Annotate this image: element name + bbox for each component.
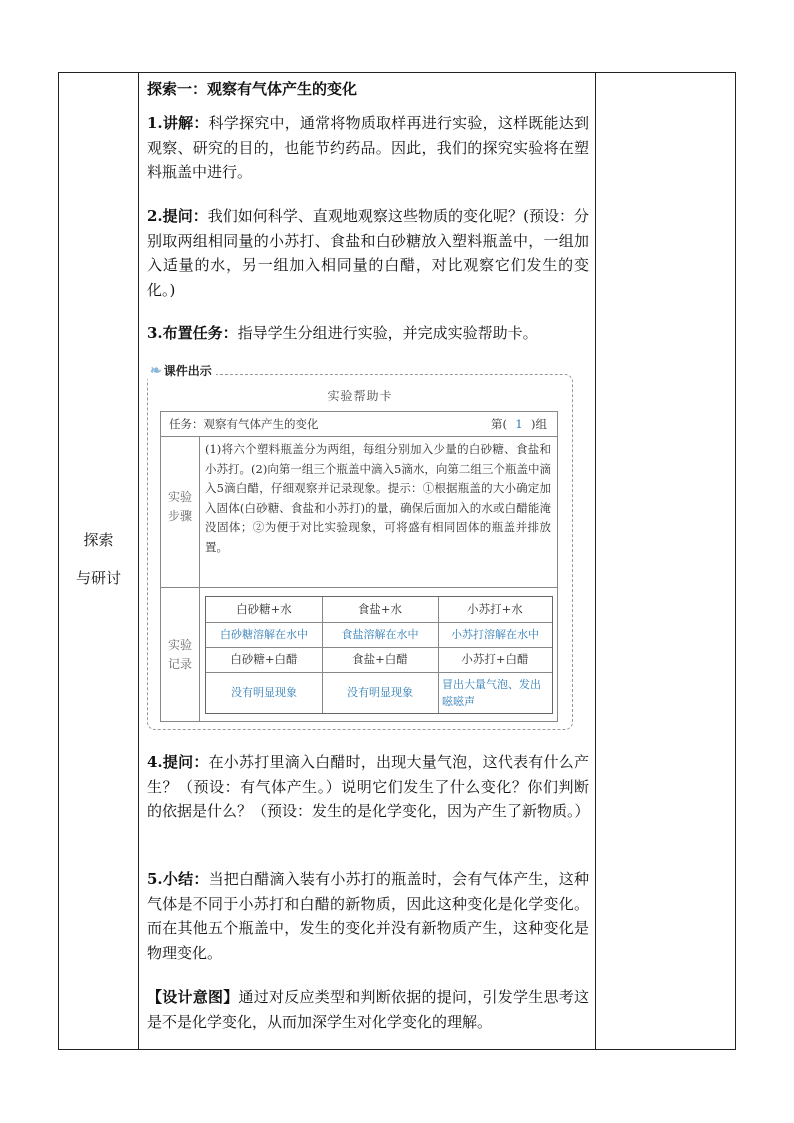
steps-label <box>161 488 199 526</box>
record-result: 食盐溶解在水中 <box>341 628 419 641</box>
records-label-line: 记录 <box>167 657 192 671</box>
paragraph-text: 在小苏打里滴入白醋时，出现大量气泡，这代表有什么产生？（预设：有气体产生。）说明它们发生了什么变化？你们判断的依据是什么？（预设：发生的是化学变化，因为产生了新物质。） <box>147 753 590 820</box>
paragraph-text: 我们如何科学、直观地观察这些物质的变化呢？(预设：分别取两组相同量的小苏打、食盐和白砂糖放入塑料瓶盖中，一组加入适量的水，另一组加入相同量的白醋，对比观察它们发生的变化。) <box>147 207 589 299</box>
group-prefix: 第( <box>491 417 507 431</box>
record-result: 小苏打溶解在水中 <box>451 628 539 641</box>
steps-text: (1)将六个塑料瓶盖分为两组，每组分别加入少量的白砂糖、食盐和小苏打。(2)向第一组三个瓶盖中滴入5滴水，向第二组三个瓶盖中滴入5滴白醋，仔细观察并记录现象。提示：①根据瓶盖的大小确定加入固体(白砂糖、食盐和小苏打)的量，确保后面加入的水或白醋能淹没固体；②为便于对比实验现象，可将盛有相同固体的瓶盖并排放置。 <box>205 442 551 554</box>
task-text: 任务：观察有气体产生的变化 <box>169 417 319 431</box>
paragraph-label: 5.小结： <box>147 870 209 888</box>
paragraph-question <box>147 204 589 302</box>
paragraph-label: 2.提问： <box>147 207 208 225</box>
courseware-tag <box>148 362 216 380</box>
section-label-line: 与研讨 <box>75 569 121 587</box>
record-result: 没有明显现象 <box>231 686 297 699</box>
column-divider <box>138 73 139 1049</box>
paragraph-text: 科学探究中，通常将物质取样再进行实验，这样既能达到观察、研究的目的，也能节约药品。因此，我们的探究实验将在塑料瓶盖中进行。 <box>147 114 589 181</box>
paragraph-text: 通过对反应类型和判断依据的提问，引发学生思考这是不是化学变化，从而加深学生对化学变化的理解。 <box>147 988 589 1031</box>
paragraph-label: 4.提问： <box>147 753 209 771</box>
section-label <box>59 521 138 597</box>
paragraph-explain <box>147 111 589 185</box>
paragraph-question-2 <box>147 750 589 824</box>
record-header: 食盐+白醋 <box>352 652 408 666</box>
card-divider <box>199 436 200 721</box>
group-num: 1 <box>515 417 523 431</box>
record-result: 没有明显现象 <box>347 686 413 699</box>
paragraph-text: 当把白醋滴入装有小苏打的瓶盖时，会有气体产生，这种气体是不同于小苏打和白醋的新物质，因此这种变化是化学变化。而在其他五个瓶盖中，发生的变化并没有新物质产生，这种变化是物理变化。 <box>147 870 589 962</box>
records-label <box>161 636 199 674</box>
leaf-icon: ❧ <box>150 363 162 379</box>
paragraph-task <box>147 321 589 346</box>
record-header: 白砂糖+白醋 <box>230 652 298 666</box>
section-title: 探索一：观察有气体产生的变化 <box>147 80 358 98</box>
column-divider <box>595 73 596 1049</box>
group-suffix: )组 <box>531 417 547 431</box>
steps-label-line: 步骤 <box>167 509 192 523</box>
courseware-tag-text: 课件出示 <box>163 364 212 378</box>
records-label-line: 实验 <box>167 638 192 652</box>
section-label-line: 探索 <box>83 531 114 549</box>
records-grid <box>205 596 553 714</box>
steps-label-line: 实验 <box>167 490 192 504</box>
record-header: 小苏打+水 <box>467 602 523 616</box>
record-result: 冒出大量气泡、发出嗞嗞声 <box>442 678 541 708</box>
record-header: 白砂糖+水 <box>236 602 292 616</box>
record-header: 小苏打+白醋 <box>461 652 529 666</box>
experiment-help-card <box>160 411 558 722</box>
group-number <box>491 412 547 436</box>
card-title: 实验帮助卡 <box>327 389 393 403</box>
paragraph-design-intent <box>147 985 589 1034</box>
paragraph-label: 1.讲解： <box>147 114 209 132</box>
paragraph-summary <box>147 867 589 965</box>
card-divider <box>161 587 557 588</box>
paragraph-label: 【设计意图】 <box>147 988 239 1006</box>
record-header: 食盐+水 <box>357 602 403 616</box>
task-row <box>161 412 557 437</box>
paragraph-label: 3.布置任务： <box>147 324 238 342</box>
paragraph-text: 指导学生分组进行实验，并完成实验帮助卡。 <box>237 324 538 342</box>
record-result: 白砂糖溶解在水中 <box>220 628 308 641</box>
